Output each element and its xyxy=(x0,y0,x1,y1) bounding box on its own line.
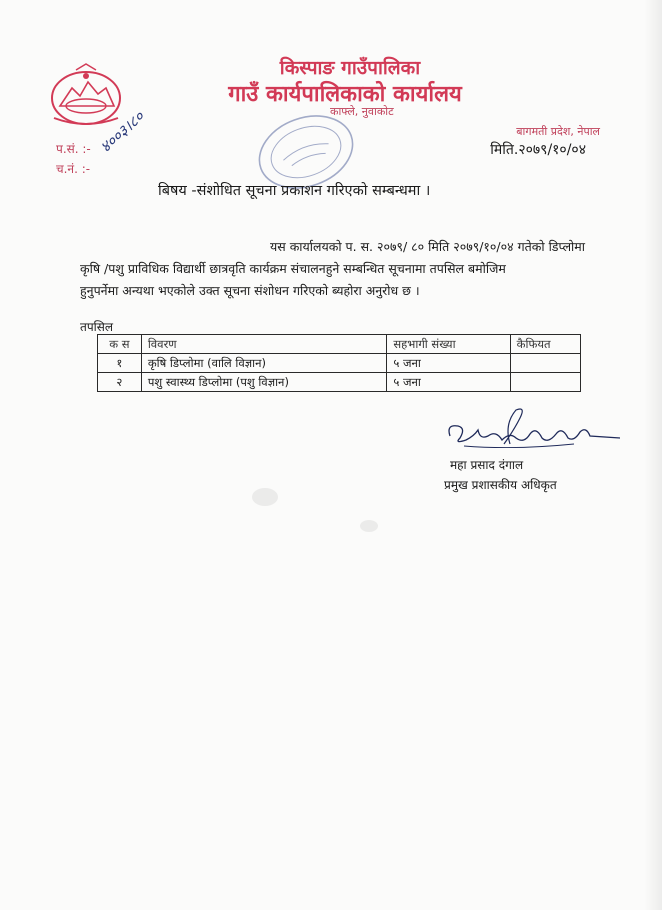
cell-serial: २ xyxy=(98,373,142,392)
cn-label: च.नं. :- xyxy=(56,162,91,176)
cell-description: कृषि डिप्लोमा (वालि विज्ञान) xyxy=(141,354,387,373)
signature-icon xyxy=(444,404,624,456)
tapsil-label: तपसिल xyxy=(80,320,114,334)
header-participant-count: सहभागी संख्या xyxy=(387,335,510,354)
letter-subject: बिषय -संशोधित सूचना प्रकाशन गरिएको सम्बन्धमा । xyxy=(158,183,431,199)
table-header-row xyxy=(98,335,581,354)
office-address: काफ्ले, नुवाकोट xyxy=(330,105,394,118)
province-label: बागमती प्रदेश, नेपाल xyxy=(516,125,600,138)
handwritten-reference-number: ४००३।८० xyxy=(96,107,148,157)
cell-participant-count: ५ जना xyxy=(387,354,510,373)
cell-participant-count: ५ जना xyxy=(387,373,510,392)
cell-remarks xyxy=(510,354,580,373)
body-line-2: कृषि /पशु प्राविधिक विद्यार्थी छात्रवृति कार्यक्रम संचालनहुने सम्बन्धित सूचनामा तपसिल बमोजिम xyxy=(80,261,506,276)
cell-description: पशु स्वास्थ्य डिप्लोमा (पशु विज्ञान) xyxy=(141,373,387,392)
signatory-name: महा प्रसाद दंगाल xyxy=(450,458,524,472)
ps-label: प.सं. :- xyxy=(56,142,91,156)
cell-remarks xyxy=(510,373,580,392)
header-serial: क स xyxy=(98,335,142,354)
scan-speck xyxy=(252,488,278,506)
body-line-3: हुनुपर्नेमा अन्यथा भएकोले उक्त सूचना संशोधन गरिएको ब्यहोरा अनुरोध छ । xyxy=(80,283,420,298)
letter-date: मिति.२०७९/१०/०४ xyxy=(490,142,586,158)
scan-speck xyxy=(360,520,378,532)
municipality-name: किस्पाङ गाउँपालिका xyxy=(279,57,421,79)
office-name: गाउँ कार्यपालिकाको कार्यालय xyxy=(228,82,462,107)
details-table xyxy=(97,334,581,392)
table-row xyxy=(98,354,581,373)
letter-body xyxy=(80,236,585,302)
nepal-emblem-icon xyxy=(48,62,124,128)
header-description: विवरण xyxy=(141,335,387,354)
body-line-1: यस कार्यालयको प. स. २०७९/ ८० मिति २०७९/१०/०४ गतेको डिप्लोमा xyxy=(270,239,585,254)
header-remarks: कैफियत xyxy=(510,335,580,354)
cell-serial: १ xyxy=(98,354,142,373)
page-edge-shadow xyxy=(644,0,662,910)
signatory-title: प्रमुख प्रशासकीय अधिकृत xyxy=(444,478,557,492)
table-row xyxy=(98,373,581,392)
